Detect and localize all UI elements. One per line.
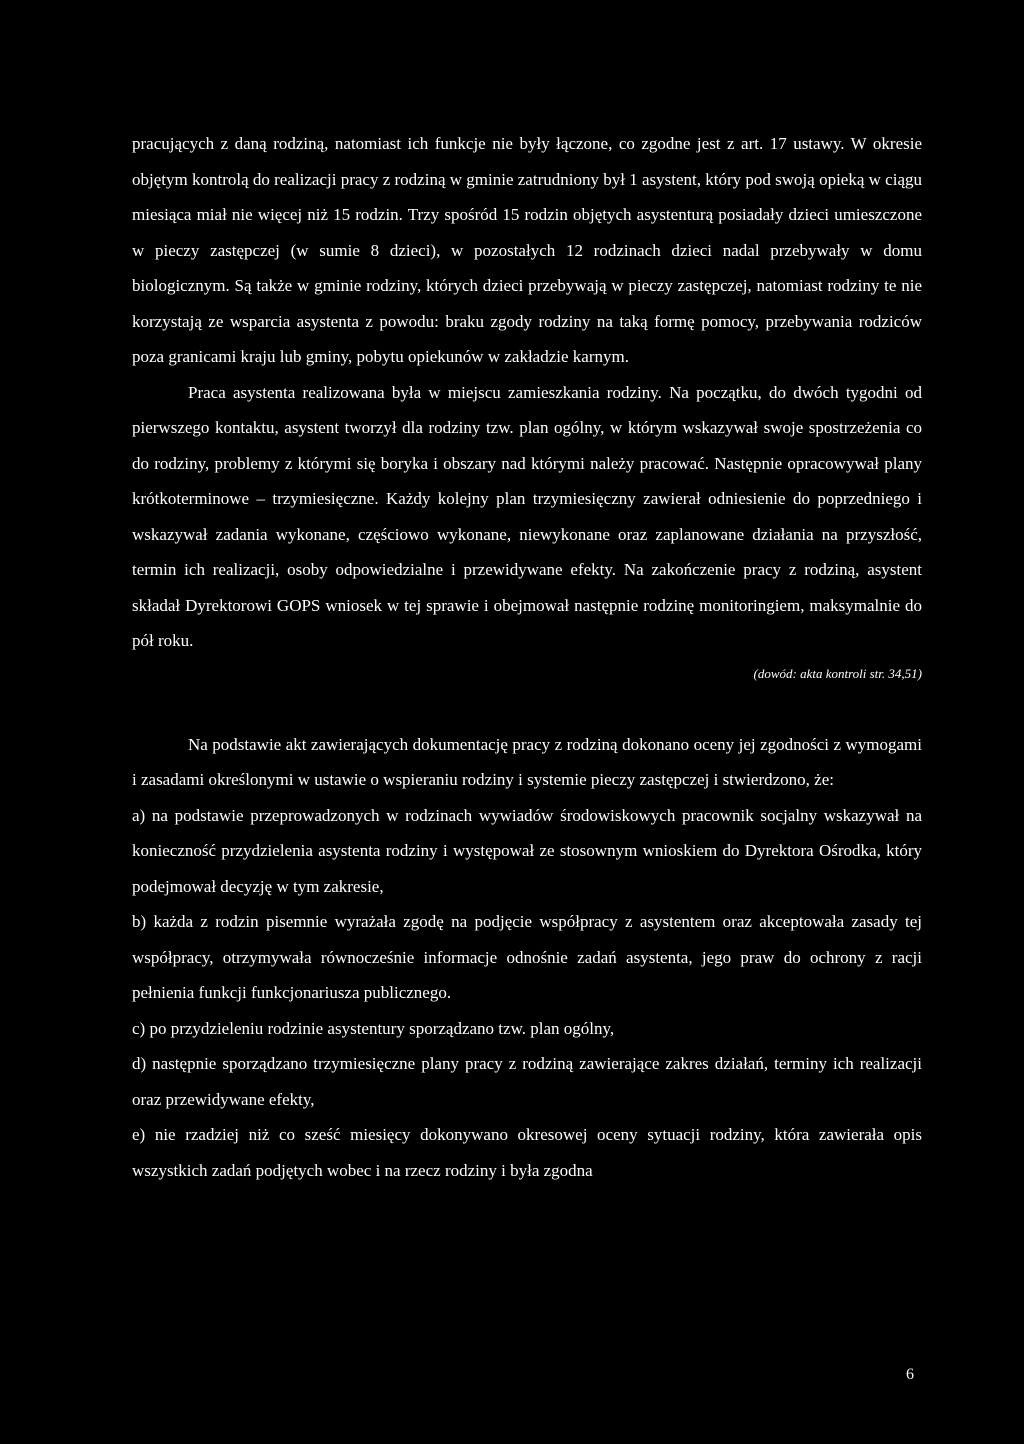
evidence-citation: (dowód: akta kontroli str. 34,51) (753, 665, 922, 681)
section-gap (132, 683, 922, 727)
list-item: b) każda z rodzin pisemnie wyrażała zgodę na podjęcie współpracy z asystentem oraz akceptowała zasady tej współpracy, otrzymywała równocześnie informacje odnośnie zadań asystenta, jego praw do ochrony z racji pełnienia funkcji funkcjonariusza publicznego. (132, 912, 922, 1002)
list-item: d) następnie sporządzano trzymiesięczne plany pracy z rodziną zawierające zakres działań, terminy ich realizacji oraz przewidywane efekty, (132, 1054, 922, 1109)
findings-list (132, 798, 922, 1189)
list-item: a) na podstawie przeprowadzonych w rodzinach wywiadów środowiskowych pracownik socjalny wskazywał na konieczność przydzielenia asystenta rodziny i występował ze stosownym wnioskiem do Dyrektora Ośrodka, który podejmował decyzję w tym zakresie, (132, 805, 922, 896)
paragraph-1: pracujących z daną rodziną, natomiast ich funkcje nie były łączone, co zgodne jest z art. 17 ustawy. W okresie objętym kontrolą do realizacji pracy z rodziną w gminie zatrudniony był 1 asystent, który pod swoją opieką w ciągu miesiąca miał nie więcej niż 15 rodzin. Trzy spośród 15 rodzin objętych asystenturą posiadały dzieci umieszczone w pieczy zastępczej (w sumie 8 dzieci), w pozostałych 12 rodzinach dzieci nadal przebywały w domu biologicznym. Są także w gminie rodziny, których dzieci przebywają w pieczy zastępczej, natomiast rodziny te nie korzystają ze wsparcia asystenta z powodu: braku zgody rodziny na taką formę pomocy, przebywania rodziców poza granicami kraju lub gminy, pobytu opiekunów w zakładzie karnym. (132, 134, 922, 366)
paragraph-2: Praca asystenta realizowana była w miejscu zamieszkania rodziny. Na początku, do dwóch tygodni od pierwszego kontaktu, asystent tworzył dla rodziny tzw. plan ogólny, w którym wskazywał swoje spostrzeżenia co do rodziny, problemy z którymi się boryka i obszary nad którymi należy pracować. Następnie opracowywał plany krótkoterminowe – trzymiesięczne. Każdy kolejny plan trzymiesięczny zawierał odniesienie do poprzedniego i wskazywał zadania wykonane, częściowo wykonane, niewykonane oraz zaplanowane działania na przyszłość, termin ich realizacji, osoby odpowiedzialne i przewidywane efekty. Na zakończenie pracy z rodziną, asystent składał Dyrektorowi GOPS wniosek w tej sprawie i obejmował następnie rodzinę monitoringiem, maksymalnie do pół roku. (132, 382, 922, 650)
paragraph-3: Na podstawie akt zawierających dokumentację pracy z rodziną dokonano oceny jej zgodności z wymogami i zasadami określonymi w ustawie o wspieraniu rodziny i systemie pieczy zastępczej i stwierdzono, że: (132, 734, 922, 789)
list-item: c) po przydzieleniu rodzinie asystentury sporządzano tzw. plan ogólny, (132, 1018, 615, 1038)
page-number: 6 (906, 1366, 914, 1383)
document-page (132, 126, 922, 1188)
list-item: e) nie rzadziej niż co sześć miesięcy dokonywano okresowej oceny sytuacji rodziny, która zawierała opis wszystkich zadań podjętych wobec i na rzecz rodziny i była zgodna (132, 1125, 922, 1180)
